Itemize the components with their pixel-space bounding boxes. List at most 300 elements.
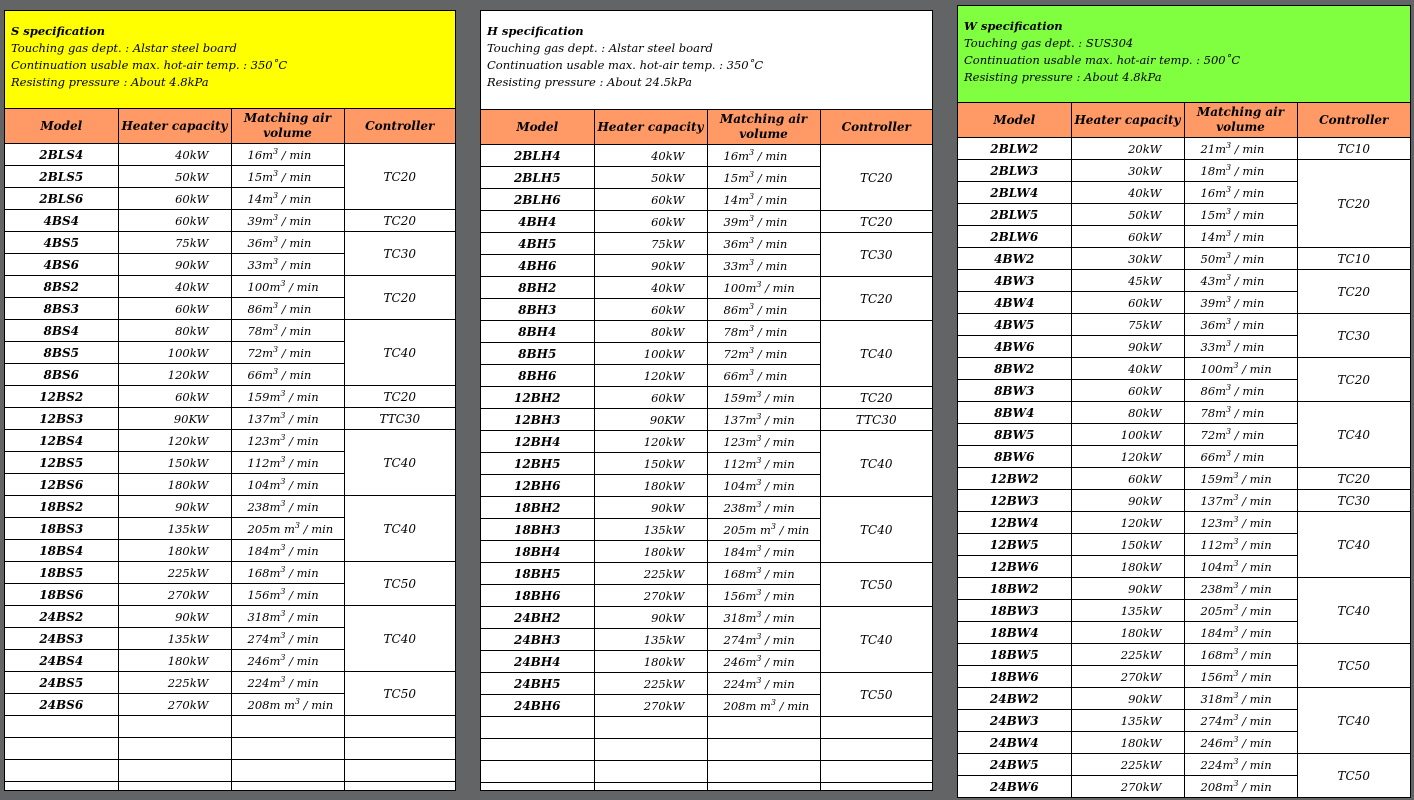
model-cell: 8BW4 — [958, 402, 1071, 424]
controller-cell: TC20 — [1297, 468, 1410, 490]
heater-capacity-cell: 100kW — [118, 342, 231, 364]
air-volume-cell: $168m^3$ / min — [707, 563, 820, 585]
model-cell: 8BH3 — [481, 299, 594, 321]
model-cell: 24BH6 — [481, 695, 594, 717]
table-row — [481, 431, 932, 453]
air-volume-cell: $274m^3$ / min — [1184, 710, 1297, 732]
air-volume-cell: $16m^3$ / min — [707, 145, 820, 167]
heater-capacity-cell: 80kW — [1071, 402, 1184, 424]
table-row — [958, 754, 1410, 776]
model-cell: 4BH5 — [481, 233, 594, 255]
model-cell — [481, 761, 594, 783]
controller-cell: TC20 — [820, 387, 932, 409]
heater-capacity-cell: 90kW — [594, 607, 707, 629]
model-cell: 2BLS5 — [5, 166, 118, 188]
model-cell: 18BH3 — [481, 519, 594, 541]
model-cell — [5, 760, 118, 782]
controller-cell: TC40 — [344, 606, 455, 672]
air-volume-cell: $66m^3$ / min — [1184, 446, 1297, 468]
table-row — [958, 314, 1410, 336]
model-cell: 4BH6 — [481, 255, 594, 277]
column-header: Model — [481, 110, 594, 145]
table-row — [958, 138, 1410, 160]
air-volume-cell: $36m^3$ / min — [707, 233, 820, 255]
heater-capacity-cell: 225kW — [594, 673, 707, 695]
heater-capacity-cell: 120kW — [594, 431, 707, 453]
s-spec-table — [5, 109, 455, 791]
heater-capacity-cell: 40kW — [118, 144, 231, 166]
heater-capacity-cell: 40kW — [1071, 358, 1184, 380]
model-cell: 2BLH5 — [481, 167, 594, 189]
controller-cell: TC20 — [344, 276, 455, 320]
heater-capacity-cell: 60kW — [1071, 468, 1184, 490]
air-volume-cell: $112m^3$ / min — [707, 453, 820, 475]
controller-cell: TC40 — [820, 497, 932, 563]
heater-capacity-cell: 90kW — [1071, 490, 1184, 512]
model-cell: 12BH4 — [481, 431, 594, 453]
model-cell: 2BLH6 — [481, 189, 594, 211]
model-cell: 12BS3 — [5, 408, 118, 430]
heater-capacity-cell: 50kW — [118, 166, 231, 188]
air-volume-cell: $184m^3$ / min — [707, 541, 820, 563]
air-volume-cell: $78m^3$ / min — [1184, 402, 1297, 424]
air-volume-cell: $238m^3$ / min — [707, 497, 820, 519]
column-header: Model — [958, 103, 1071, 138]
air-volume-cell: $246m^3$ / min — [707, 651, 820, 673]
table-row — [958, 490, 1410, 512]
heater-capacity-cell: 180kW — [594, 475, 707, 497]
gas-dept-text: Touching gas dept. : SUS304 — [964, 36, 1134, 50]
heater-capacity-cell: 80kW — [594, 321, 707, 343]
table-row — [5, 738, 455, 760]
model-cell: 2BLH4 — [481, 145, 594, 167]
column-header: Heater capacity — [594, 110, 707, 145]
table-row — [5, 408, 455, 430]
air-volume-cell: $238m^3$ / min — [1184, 578, 1297, 600]
heater-capacity-cell — [594, 761, 707, 783]
air-volume-cell: $86m^3$ / min — [1184, 380, 1297, 402]
heater-capacity-cell: 90kW — [1071, 688, 1184, 710]
air-volume-cell: $104m^3$ / min — [1184, 556, 1297, 578]
heater-capacity-cell: 180kW — [1071, 732, 1184, 754]
table-row — [481, 387, 932, 409]
air-volume-cell — [707, 761, 820, 783]
model-cell: 18BH2 — [481, 497, 594, 519]
controller-cell: TC20 — [344, 144, 455, 210]
air-volume-cell: $16m^3$ / min — [1184, 182, 1297, 204]
heater-capacity-cell: 60kW — [594, 387, 707, 409]
model-cell: 8BS4 — [5, 320, 118, 342]
air-volume-cell: $137m^3$ / min — [1184, 490, 1297, 512]
h-spec-table — [481, 110, 932, 791]
table-row — [481, 277, 932, 299]
controller-cell — [344, 782, 455, 792]
air-volume-cell: $104m^3$ / min — [707, 475, 820, 497]
controller-cell: TC10 — [1297, 248, 1410, 270]
heater-capacity-cell: 225kW — [1071, 754, 1184, 776]
table-row — [958, 248, 1410, 270]
heater-capacity-cell: 90kW — [594, 497, 707, 519]
heater-capacity-cell: 60kW — [1071, 226, 1184, 248]
heater-capacity-cell: 75kW — [594, 233, 707, 255]
table-row — [5, 672, 455, 694]
controller-cell: TC20 — [344, 210, 455, 232]
heater-capacity-cell: 60kW — [594, 211, 707, 233]
air-volume-cell: $137m^3$ / min — [231, 408, 344, 430]
table-row — [481, 211, 932, 233]
heater-capacity-cell: 180kW — [1071, 556, 1184, 578]
model-cell: 24BH3 — [481, 629, 594, 651]
air-volume-cell: $100m^3$ / min — [231, 276, 344, 298]
heater-capacity-cell: 60kW — [594, 299, 707, 321]
model-cell: 18BW3 — [958, 600, 1071, 622]
heater-capacity-cell: 225kW — [118, 672, 231, 694]
table-row — [5, 562, 455, 584]
controller-cell: TC20 — [820, 211, 932, 233]
heater-capacity-cell: 75kW — [1071, 314, 1184, 336]
table-row — [5, 782, 455, 792]
controller-cell: TC20 — [1297, 270, 1410, 314]
table-row — [5, 210, 455, 232]
air-volume-cell: 208m $m^3$ / min — [231, 694, 344, 716]
air-volume-cell: 205m $m^3$ / min — [231, 518, 344, 540]
air-volume-cell: $43m^3$ / min — [1184, 270, 1297, 292]
table-row — [481, 409, 932, 431]
controller-cell: TC40 — [1297, 578, 1410, 644]
air-volume-cell: $15m^3$ / min — [707, 167, 820, 189]
air-volume-cell: $159m^3$ / min — [707, 387, 820, 409]
air-volume-cell: $246m^3$ / min — [231, 650, 344, 672]
controller-cell: TC50 — [820, 563, 932, 607]
column-header: Matching air volume — [1184, 103, 1297, 138]
model-cell: 18BS3 — [5, 518, 118, 540]
heater-capacity-cell: 40kW — [594, 145, 707, 167]
heater-capacity-cell: 60kW — [118, 210, 231, 232]
air-volume-cell: $137m^3$ / min — [707, 409, 820, 431]
air-volume-cell: $39m^3$ / min — [1184, 292, 1297, 314]
model-cell: 4BS4 — [5, 210, 118, 232]
heater-capacity-cell: 100kW — [1071, 424, 1184, 446]
heater-capacity-cell: 60kW — [118, 386, 231, 408]
air-volume-cell: $168m^3$ / min — [1184, 644, 1297, 666]
column-header: Model — [5, 109, 118, 144]
air-volume-cell: $208m^3$ / min — [1184, 776, 1297, 798]
controller-cell — [820, 739, 932, 761]
air-volume-cell: $66m^3$ / min — [231, 364, 344, 386]
column-header: Controller — [820, 110, 932, 145]
model-cell: 8BS3 — [5, 298, 118, 320]
model-cell: 12BW2 — [958, 468, 1071, 490]
heater-capacity-cell: 100kW — [594, 343, 707, 365]
heater-capacity-cell: 135kW — [594, 519, 707, 541]
heater-capacity-cell: 60kW — [1071, 380, 1184, 402]
model-cell: 4BW5 — [958, 314, 1071, 336]
air-volume-cell: $184m^3$ / min — [231, 540, 344, 562]
heater-capacity-cell: 180kW — [118, 540, 231, 562]
heater-capacity-cell: 120kW — [1071, 512, 1184, 534]
table-row — [481, 563, 932, 585]
model-cell: 12BW5 — [958, 534, 1071, 556]
s-spec-panel — [4, 10, 456, 791]
controller-cell: TC20 — [1297, 358, 1410, 402]
pressure-text: Resisting pressure : About 4.8kPa — [11, 75, 209, 89]
model-cell: 8BS6 — [5, 364, 118, 386]
air-volume-cell: $159m^3$ / min — [231, 386, 344, 408]
model-cell: 12BH5 — [481, 453, 594, 475]
air-volume-cell: $224m^3$ / min — [231, 672, 344, 694]
model-cell: 24BW6 — [958, 776, 1071, 798]
model-cell: 12BW4 — [958, 512, 1071, 534]
model-cell — [5, 782, 118, 792]
table-row — [481, 673, 932, 695]
model-cell: 12BW3 — [958, 490, 1071, 512]
table-row — [5, 430, 455, 452]
air-volume-cell: $100m^3$ / min — [1184, 358, 1297, 380]
heater-capacity-cell: 270kW — [118, 584, 231, 606]
model-cell: 18BW4 — [958, 622, 1071, 644]
model-cell: 2BLW3 — [958, 160, 1071, 182]
table-row — [958, 160, 1410, 182]
table-row — [481, 739, 932, 761]
controller-cell: TC40 — [344, 320, 455, 386]
h-spec-panel — [480, 10, 933, 791]
heater-capacity-cell: 120kW — [118, 364, 231, 386]
model-cell: 24BW2 — [958, 688, 1071, 710]
air-volume-cell: $14m^3$ / min — [707, 189, 820, 211]
air-volume-cell: $246m^3$ / min — [1184, 732, 1297, 754]
heater-capacity-cell: 90KW — [118, 408, 231, 430]
air-volume-cell: $112m^3$ / min — [231, 452, 344, 474]
table-row — [5, 496, 455, 518]
air-volume-cell: $72m^3$ / min — [1184, 424, 1297, 446]
model-cell: 8BW5 — [958, 424, 1071, 446]
air-volume-cell: $18m^3$ / min — [1184, 160, 1297, 182]
heater-capacity-cell: 135kW — [1071, 600, 1184, 622]
air-volume-cell — [231, 760, 344, 782]
air-volume-cell: $238m^3$ / min — [231, 496, 344, 518]
heater-capacity-cell: 180kW — [1071, 622, 1184, 644]
controller-cell: TC30 — [1297, 490, 1410, 512]
air-volume-cell: $36m^3$ / min — [1184, 314, 1297, 336]
model-cell — [481, 717, 594, 739]
table-row — [5, 144, 455, 166]
air-volume-cell: $156m^3$ / min — [707, 585, 820, 607]
table-row — [958, 358, 1410, 380]
air-volume-cell — [707, 717, 820, 739]
air-volume-cell: $205m^3$ / min — [1184, 600, 1297, 622]
model-cell: 18BW6 — [958, 666, 1071, 688]
heater-capacity-cell: 270kW — [118, 694, 231, 716]
model-cell: 24BS5 — [5, 672, 118, 694]
controller-cell: TC40 — [820, 431, 932, 497]
heater-capacity-cell: 180kW — [594, 541, 707, 563]
model-cell: 18BS2 — [5, 496, 118, 518]
max-temp-text: Continuation usable max. hot-air temp. : 350˚C — [487, 58, 764, 72]
model-cell: 4BW4 — [958, 292, 1071, 314]
table-row — [481, 717, 932, 739]
model-cell: 24BS2 — [5, 606, 118, 628]
heater-capacity-cell: 50kW — [1071, 204, 1184, 226]
air-volume-cell: $78m^3$ / min — [707, 321, 820, 343]
heater-capacity-cell: 135kW — [118, 628, 231, 650]
heater-capacity-cell: 225kW — [118, 562, 231, 584]
air-volume-cell: $33m^3$ / min — [707, 255, 820, 277]
air-volume-cell: $123m^3$ / min — [231, 430, 344, 452]
controller-cell: TC40 — [820, 321, 932, 387]
controller-cell: TC30 — [820, 233, 932, 277]
air-volume-cell: $168m^3$ / min — [231, 562, 344, 584]
air-volume-cell: $33m^3$ / min — [1184, 336, 1297, 358]
heater-capacity-cell: 150kW — [594, 453, 707, 475]
model-cell — [481, 783, 594, 792]
air-volume-cell: $78m^3$ / min — [231, 320, 344, 342]
air-volume-cell — [231, 782, 344, 792]
air-volume-cell: 205m $m^3$ / min — [707, 519, 820, 541]
table-row — [958, 688, 1410, 710]
controller-cell: TC40 — [344, 496, 455, 562]
air-volume-cell: $72m^3$ / min — [707, 343, 820, 365]
air-volume-cell: $14m^3$ / min — [231, 188, 344, 210]
table-row — [481, 607, 932, 629]
heater-capacity-cell — [594, 739, 707, 761]
air-volume-cell: $39m^3$ / min — [231, 210, 344, 232]
max-temp-text: Continuation usable max. hot-air temp. : 500˚C — [964, 53, 1241, 67]
w-spec-info — [958, 6, 1410, 103]
table-row — [958, 578, 1410, 600]
controller-cell: TC20 — [820, 277, 932, 321]
column-header: Controller — [1297, 103, 1410, 138]
heater-capacity-cell: 120kW — [594, 365, 707, 387]
model-cell: 18BH4 — [481, 541, 594, 563]
model-cell: 8BS5 — [5, 342, 118, 364]
spec-title: H specification — [487, 24, 584, 38]
model-cell: 8BH5 — [481, 343, 594, 365]
controller-cell — [820, 761, 932, 783]
heater-capacity-cell: 180kW — [118, 474, 231, 496]
table-row — [958, 270, 1410, 292]
spec-title: S specification — [11, 24, 106, 38]
gas-dept-text: Touching gas dept. : Alstar steel board — [487, 41, 713, 55]
model-cell: 8BW3 — [958, 380, 1071, 402]
controller-cell: TC30 — [344, 232, 455, 276]
air-volume-cell: $15m^3$ / min — [231, 166, 344, 188]
spec-title: W specification — [964, 19, 1063, 33]
heater-capacity-cell — [118, 760, 231, 782]
model-cell: 8BS2 — [5, 276, 118, 298]
heater-capacity-cell: 45kW — [1071, 270, 1184, 292]
heater-capacity-cell: 180kW — [594, 651, 707, 673]
table-row — [5, 606, 455, 628]
controller-cell: TC30 — [1297, 314, 1410, 358]
s-spec-info — [5, 11, 455, 109]
table-row — [958, 512, 1410, 534]
table-row — [5, 276, 455, 298]
controller-cell: TC40 — [820, 607, 932, 673]
model-cell: 24BS6 — [5, 694, 118, 716]
table-row — [5, 716, 455, 738]
controller-cell: TC50 — [820, 673, 932, 717]
column-header: Heater capacity — [1071, 103, 1184, 138]
max-temp-text: Continuation usable max. hot-air temp. : 350˚C — [11, 58, 288, 72]
controller-cell: TC50 — [1297, 644, 1410, 688]
table-row — [481, 783, 932, 792]
heater-capacity-cell: 225kW — [1071, 644, 1184, 666]
heater-capacity-cell: 150kW — [118, 452, 231, 474]
controller-cell: TTC30 — [344, 408, 455, 430]
model-cell: 4BW6 — [958, 336, 1071, 358]
model-cell: 8BW2 — [958, 358, 1071, 380]
controller-cell: TC50 — [344, 562, 455, 606]
air-volume-cell: $274m^3$ / min — [231, 628, 344, 650]
heater-capacity-cell: 180kW — [118, 650, 231, 672]
heater-capacity-cell: 60kW — [118, 298, 231, 320]
model-cell: 24BW3 — [958, 710, 1071, 732]
table-row — [5, 760, 455, 782]
model-cell: 8BH4 — [481, 321, 594, 343]
controller-cell — [820, 783, 932, 792]
model-cell: 2BLW2 — [958, 138, 1071, 160]
controller-cell: TC40 — [1297, 512, 1410, 578]
controller-cell — [820, 717, 932, 739]
controller-cell: TC10 — [1297, 138, 1410, 160]
column-header: Matching air volume — [707, 110, 820, 145]
air-volume-cell: $16m^3$ / min — [231, 144, 344, 166]
heater-capacity-cell: 90kW — [594, 255, 707, 277]
controller-cell: TC40 — [1297, 402, 1410, 468]
heater-capacity-cell — [594, 783, 707, 792]
table-row — [5, 386, 455, 408]
table-row — [5, 232, 455, 254]
pressure-text: Resisting pressure : About 4.8kPa — [964, 70, 1162, 84]
heater-capacity-cell: 30kW — [1071, 160, 1184, 182]
w-spec-table — [958, 103, 1410, 798]
air-volume-cell: $21m^3$ / min — [1184, 138, 1297, 160]
model-cell: 18BW2 — [958, 578, 1071, 600]
model-cell: 24BH5 — [481, 673, 594, 695]
column-header: Heater capacity — [118, 109, 231, 144]
model-cell: 12BS2 — [5, 386, 118, 408]
air-volume-cell — [707, 739, 820, 761]
model-cell: 2BLS4 — [5, 144, 118, 166]
heater-capacity-cell: 40kW — [594, 277, 707, 299]
h-spec-info — [481, 11, 932, 110]
table-row — [958, 402, 1410, 424]
air-volume-cell: $318m^3$ / min — [707, 607, 820, 629]
model-cell: 12BS6 — [5, 474, 118, 496]
model-cell: 2BLW5 — [958, 204, 1071, 226]
model-cell — [5, 716, 118, 738]
air-volume-cell: $224m^3$ / min — [1184, 754, 1297, 776]
heater-capacity-cell — [594, 717, 707, 739]
controller-cell — [344, 716, 455, 738]
model-cell: 2BLW4 — [958, 182, 1071, 204]
model-cell: 2BLW6 — [958, 226, 1071, 248]
model-cell: 2BLS6 — [5, 188, 118, 210]
heater-capacity-cell: 150kW — [1071, 534, 1184, 556]
heater-capacity-cell: 90kW — [118, 496, 231, 518]
air-volume-cell: $156m^3$ / min — [1184, 666, 1297, 688]
air-volume-cell: $274m^3$ / min — [707, 629, 820, 651]
heater-capacity-cell: 90kW — [1071, 578, 1184, 600]
heater-capacity-cell: 40kW — [118, 276, 231, 298]
heater-capacity-cell: 270kW — [1071, 666, 1184, 688]
heater-capacity-cell: 60kW — [1071, 292, 1184, 314]
model-cell: 12BS5 — [5, 452, 118, 474]
air-volume-cell: $184m^3$ / min — [1184, 622, 1297, 644]
air-volume-cell: $318m^3$ / min — [1184, 688, 1297, 710]
model-cell: 12BH2 — [481, 387, 594, 409]
controller-cell: TC50 — [1297, 754, 1410, 798]
